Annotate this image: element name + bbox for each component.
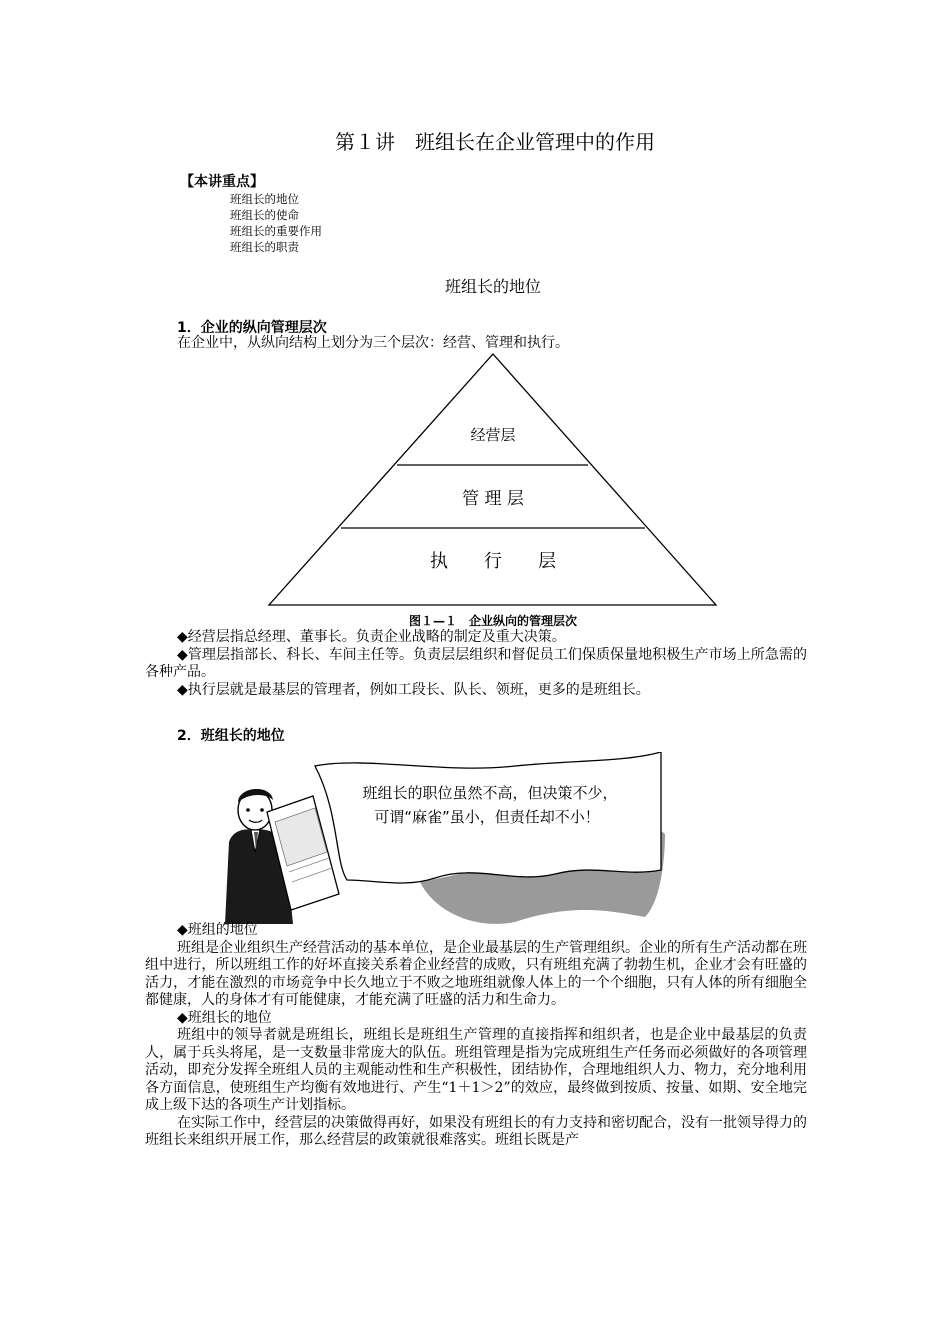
paragraph-team-status: 班组是企业组织生产经营活动的基本单位，是企业最基层的生产管理组织。企业的所有生产活动都在班组中进行，所以班组工作的好坏直接关系着企业经营的成败，只有班组充满了勃勃生机，企业才会有旺盛的活力，才能在激烈的市场竞争中长久地立于不败之地班组就像人体上的一个个细胞，只有人体的所有细胞全都健康，人的身体才有可能健康，才能充满了旺盛的活力和生命力。 — [145, 939, 807, 1008]
key-point-item: 班组长的地位 — [230, 192, 299, 206]
bullet-management-layer: ◆管理层指部长、科长、车间主任等。负责层层组织和督促员工们保质保量地积极生产市场上所急需的各种产品。 — [145, 646, 807, 680]
label-team-status: ◆班组的地位 — [177, 922, 258, 938]
paragraph-practice: 在实际工作中，经营层的决策做得再好，如果没有班组长的有力支持和密切配合，没有一批领导得力的班组长来组织开展工作，那么经营层的政策就很难落实。班组长既是产 — [145, 1114, 807, 1148]
label-leader-status: ◆班组长的地位 — [177, 1009, 272, 1026]
subsection-heading-2: 2．班组长的地位 — [177, 728, 285, 744]
key-point-item: 班组长的职责 — [230, 240, 299, 254]
page-title: 第１讲 班组长在企业管理中的作用 — [335, 130, 655, 154]
pyramid-level-top: 经营层 — [470, 426, 516, 444]
pyramid-level-bottom: 执 行 层 — [430, 551, 556, 572]
subsection-heading-1: 1．企业的纵向管理层次 — [177, 320, 327, 336]
key-point-item: 班组长的重要作用 — [230, 224, 322, 238]
team-leader-illustration — [215, 752, 675, 927]
key-point-item: 班组长的使命 — [230, 208, 299, 222]
key-points-heading: 【本讲重点】 — [180, 174, 264, 190]
figure-caption: 图１—１ 企业纵向的管理层次 — [408, 614, 577, 628]
management-pyramid-diagram — [265, 352, 721, 610]
bullet-execution-layer: ◆执行层就是最基层的管理者，例如工段长、队长、领班，更多的是班组长。 — [177, 681, 650, 698]
bullet-operations-layer: ◆经营层指总经理、董事长。负责企业战略的制定及重大决策。 — [177, 629, 566, 645]
callout-text-line1: 班组长的职位虽然不高，但决策不少， — [362, 784, 618, 802]
body-text — [145, 922, 807, 1150]
layer-descriptions — [145, 629, 807, 699]
subsection-intro: 在企业中，从纵向结构上划分为三个层次：经营、管理和执行。 — [177, 335, 569, 351]
pyramid-level-middle: 管 理 层 — [462, 489, 524, 509]
callout-text-line2: 可谓“麻雀”虽小，但责任却不小！ — [374, 808, 600, 826]
paragraph-leader-status: 班组中的领导者就是班组长，班组长是班组生产管理的直接指挥和组织者，也是企业中最基层的负责人，属于兵头将尾，是一支数量非常庞大的队伍。班组管理是指为完成班组生产任务而必须做好的各项管理活动，即充分发挥全班组人员的主观能动性和生产积极性，团结协作，合理地组织人力、物力，充分地利用各方面信息，使班组生产均衡有效地进行、产生“1＋1＞2”的效应，最终做到按质、按量、如期、安全地完成上级下达的各项生产计划指标。 — [145, 1027, 807, 1113]
section-heading: 班组长的地位 — [444, 277, 541, 296]
